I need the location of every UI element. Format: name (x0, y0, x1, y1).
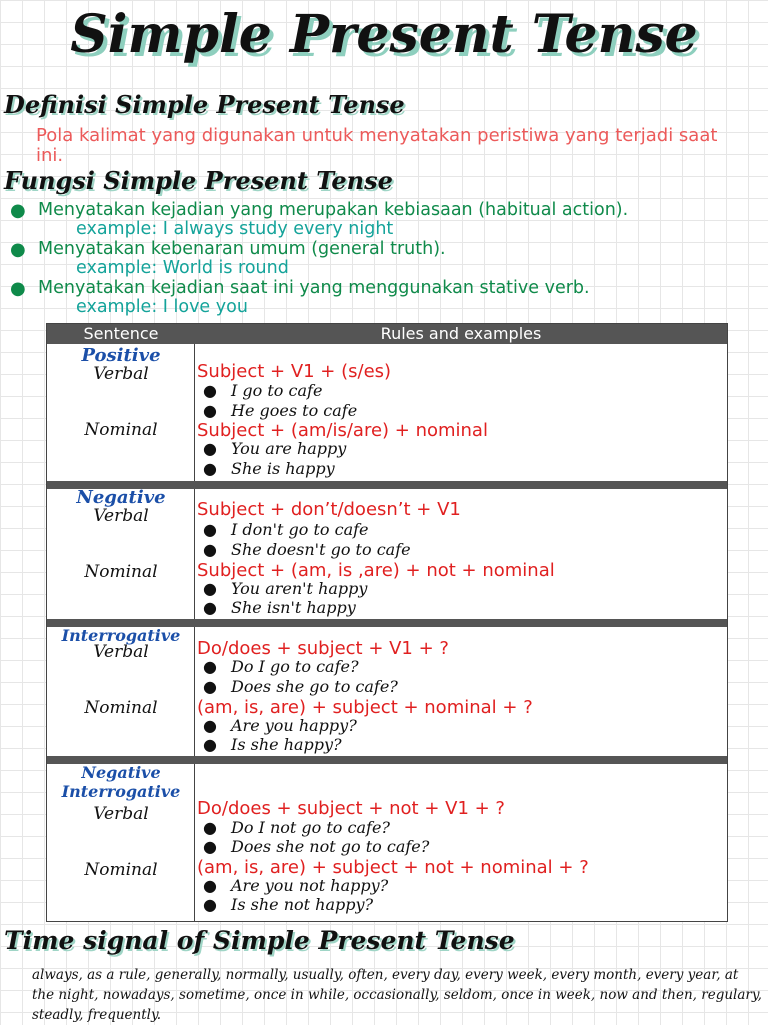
example-item: ● Are you happy? (203, 716, 357, 735)
bullet-icon: ● (203, 401, 217, 420)
fungsi-item-text: Menyatakan kebenaran umum (general truth). (38, 239, 446, 259)
definisi-text: Pola kalimat yang digunakan untuk menyatakan peristiwa yang terjadi saat ini. (36, 125, 718, 166)
fungsi-list (0, 200, 768, 317)
example-item: ● She isn't happy (203, 598, 356, 617)
bullet-icon: ● (203, 735, 217, 754)
verbal-label: Verbal (93, 804, 149, 824)
fungsi-item-example: example: I love you (76, 297, 248, 317)
example-item: ● Does she not go to cafe? (203, 837, 430, 856)
example-item: ● Are you not happy? (203, 876, 389, 895)
category-label: Negative Interrogative (61, 763, 181, 801)
bullet-icon: ● (203, 598, 217, 617)
bullet-icon: ● (10, 200, 26, 221)
bullet-icon: ● (203, 818, 217, 837)
definisi-heading: Definisi Simple Present Tense (4, 90, 405, 119)
example-item: ● I don't go to cafe (203, 520, 369, 539)
time-signal-text: always, as a rule, generally, normally, usually, often, every day, every week, every month, every year, at the night, nowadays, sometime, once in while, occasionally, seldom, once in week, now and then, regulary, steadly, frequently. (32, 967, 762, 1023)
fungsi-heading: Fungsi Simple Present Tense (4, 166, 393, 195)
bullet-icon: ● (203, 381, 217, 400)
example-item: ● I go to cafe (203, 381, 323, 400)
category-label: Interrogative (61, 626, 181, 645)
example-item: ● Is she happy? (203, 735, 342, 754)
page-title: Simple Present Tense (70, 4, 698, 65)
nominal-rule: (am, is, are) + subject + not + nominal + ? (197, 857, 589, 878)
example-item: ● She doesn't go to cafe (203, 540, 411, 559)
example-item: ● Do I not go to cafe? (203, 818, 390, 837)
header-sentence: Sentence (83, 324, 159, 343)
verbal-rule: Do/does + subject + not + V1 + ? (197, 798, 505, 819)
bullet-icon: ● (203, 439, 217, 458)
nominal-label: Nominal (84, 860, 158, 880)
nominal-label: Nominal (84, 420, 158, 440)
example-item: ● You aren't happy (203, 579, 368, 598)
fungsi-item-example: example: I always study every night (76, 219, 394, 239)
example-item: ● Does she go to cafe? (203, 677, 398, 696)
example-item: ● She is happy (203, 459, 335, 478)
nominal-rule: (am, is, are) + subject + nominal + ? (197, 697, 533, 718)
bullet-icon: ● (203, 837, 217, 856)
fungsi-item-text: Menyatakan kejadian yang merupakan kebiasaan (habitual action). (38, 200, 629, 220)
bullet-icon: ● (10, 278, 26, 299)
bullet-icon: ● (203, 716, 217, 735)
fungsi-item-example: example: World is round (76, 258, 289, 278)
bullet-icon: ● (203, 579, 217, 598)
verbal-label: Verbal (93, 642, 149, 662)
rules-table (46, 323, 728, 922)
category-label: Negative (76, 487, 166, 508)
list-item (0, 239, 768, 278)
time-signal-heading: Time signal of Simple Present Tense (4, 926, 515, 955)
nominal-label: Nominal (84, 562, 158, 582)
example-item: ● You are happy (203, 439, 347, 458)
verbal-rule: Do/does + subject + V1 + ? (197, 638, 449, 659)
nominal-rule: Subject + (am/is/are) + nominal (197, 420, 488, 441)
example-item: ● Is she not happy? (203, 895, 374, 914)
fungsi-item-text: Menyatakan kejadian saat ini yang menggunakan stative verb. (38, 278, 590, 298)
example-item: ● Do I go to cafe? (203, 657, 359, 676)
list-item (0, 278, 768, 317)
bullet-icon: ● (203, 657, 217, 676)
example-item: ● He goes to cafe (203, 401, 358, 420)
bullet-icon: ● (203, 459, 217, 478)
list-item (0, 200, 768, 239)
category-label: Positive (81, 345, 161, 366)
bullet-icon: ● (203, 876, 217, 895)
nominal-label: Nominal (84, 698, 158, 718)
table-header (47, 324, 727, 344)
verbal-label: Verbal (93, 506, 149, 526)
verbal-label: Verbal (93, 364, 149, 384)
bullet-icon: ● (203, 677, 217, 696)
bullet-icon: ● (10, 239, 26, 260)
verbal-rule: Subject + don’t/doesn’t + V1 (197, 499, 461, 520)
header-rules: Rules and examples (380, 324, 542, 343)
bullet-icon: ● (203, 520, 217, 539)
bullet-icon: ● (203, 540, 217, 559)
nominal-rule: Subject + (am, is ,are) + not + nominal (197, 560, 555, 581)
bullet-icon: ● (203, 895, 217, 914)
verbal-rule: Subject + V1 + (s/es) (197, 361, 392, 382)
